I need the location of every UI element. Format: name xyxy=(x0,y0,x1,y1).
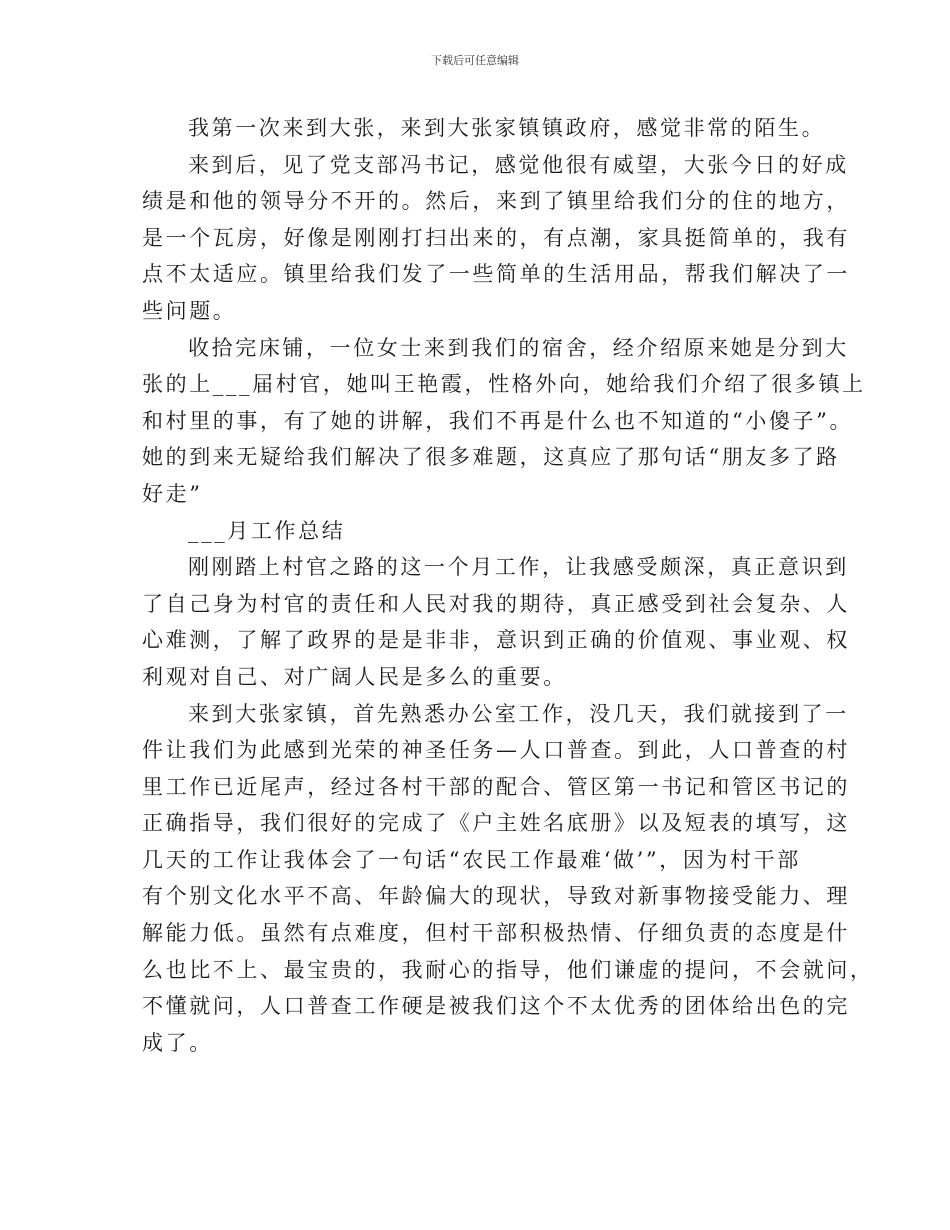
text-line: 点不太适应。镇里给我们发了一些简单的生活用品，帮我们解决了一 xyxy=(142,262,850,287)
text-line: 不懂就问，人口普查工作硬是被我们这个不太优秀的团体给出色的完 xyxy=(142,994,850,1019)
text-line: 件让我们为此感到光荣的神圣任务—人口普查。到此，人口普查的村 xyxy=(142,738,850,763)
text-line: 是一个瓦房，好像是刚刚打扫出来的，有点潮，家具挺简单的，我有 xyxy=(142,225,850,250)
text-line: 刚刚踏上村官之路的这一个月工作，让我感受颇深，真正意识到 xyxy=(188,555,849,580)
text-line: 来到后，见了党支部冯书记，感觉他很有威望，大张今日的好成 xyxy=(188,152,849,177)
text-line: 和村里的事，有了她的讲解，我们不再是什么也不知道的“小傻子”。 xyxy=(142,408,854,433)
text-line: 好走” xyxy=(142,481,203,506)
text-line: 心难测，了解了政界的是是非非，意识到正确的价值观、事业观、权 xyxy=(142,628,850,653)
text-line: 成了。 xyxy=(142,1030,213,1055)
text-line: 有个别文化水平不高、年龄偏大的现状，导致对新事物接受能力、理 xyxy=(142,884,850,909)
section-heading: ___月工作总结 xyxy=(188,518,346,543)
text-line: 她的到来无疑给我们解决了很多难题，这真应了那句话“朋友多了路 xyxy=(142,445,840,470)
text-line: 了自己身为村官的责任和人民对我的期待，真正感受到社会复杂、人 xyxy=(142,591,850,616)
text-line: 绩是和他的领导分不开的。然后，来到了镇里给我们分的住的地方， xyxy=(142,189,850,214)
text-line: 张的上___届村官，她叫王艳霞，性格外向，她给我们介绍了很多镇上 xyxy=(142,372,866,397)
text-line: 利观对自己、对广阔人民是多么的重要。 xyxy=(142,664,567,689)
text-line: 正确指导，我们很好的完成了《户主姓名底册》以及短表的填写，这 xyxy=(142,811,850,836)
text-line: 来到大张家镇，首先熟悉办公室工作，没几天，我们就接到了一 xyxy=(188,701,849,726)
text-line: 我第一次来到大张，来到大张家镇镇政府，感觉非常的陌生。 xyxy=(188,116,826,140)
text-line: 收拾完床铺，一位女士来到我们的宿舍，经介绍原来她是分到大 xyxy=(188,335,849,360)
document-body xyxy=(142,110,874,1061)
page-header-note: 下载后可任意编辑 xyxy=(431,54,519,67)
text-line: 些问题。 xyxy=(142,298,237,323)
text-line: 么也比不上、最宝贵的，我耐心的指导，他们谦虚的提问，不会就问， xyxy=(142,957,874,982)
text-line: 几天的工作让我体会了一句话“农民工作最难‘做’”，因为村干部 xyxy=(142,847,801,872)
text-line: 解能力低。虽然有点难度，但村干部积极热情、仔细负责的态度是什 xyxy=(142,921,850,946)
text-line: 里工作已近尾声，经过各村干部的配合、管区第一书记和管区书记的 xyxy=(142,774,850,799)
